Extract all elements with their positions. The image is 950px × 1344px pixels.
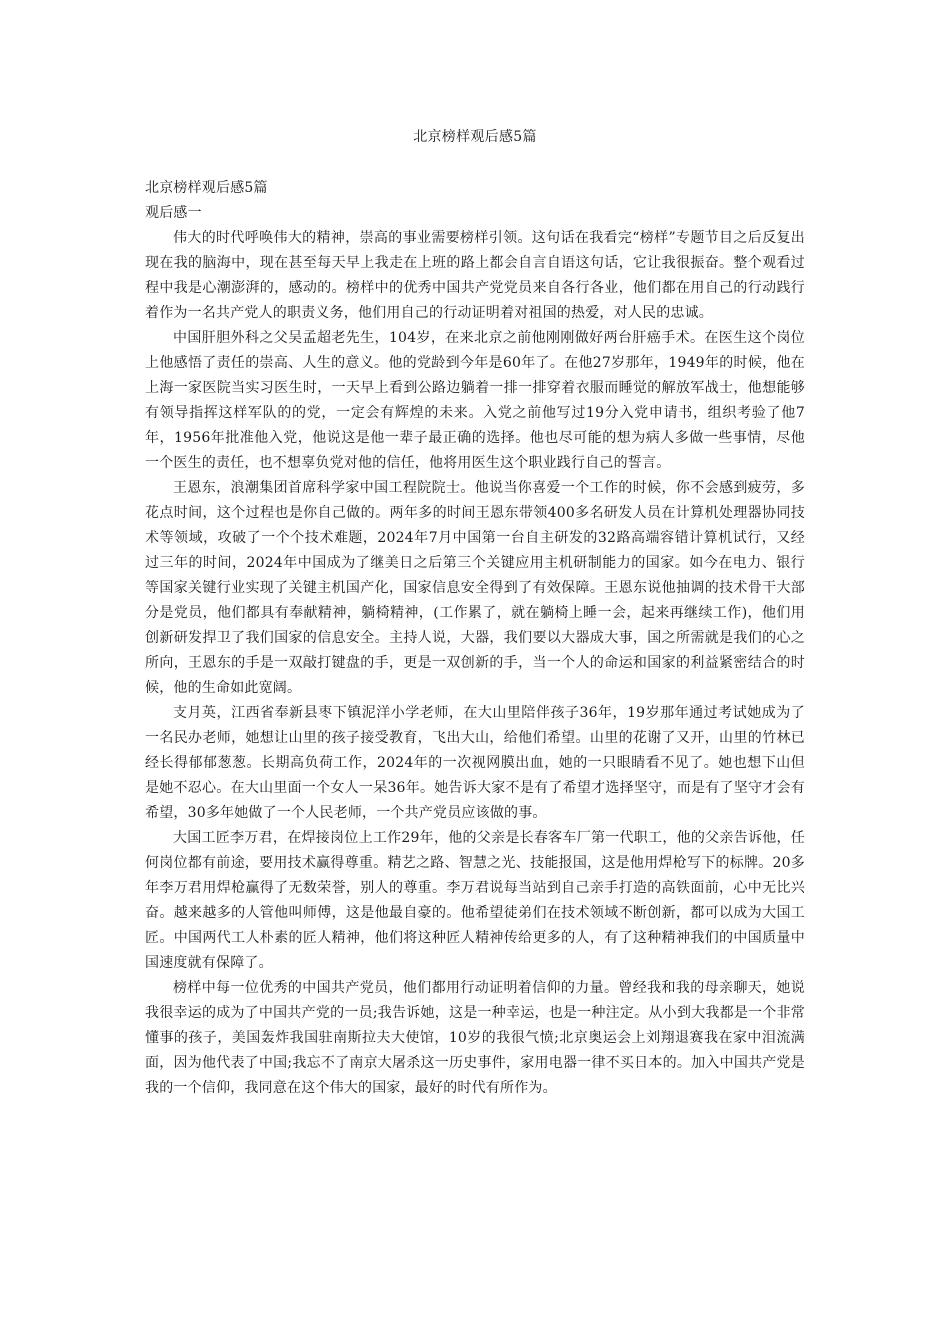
paragraph: 大国工匠李万君，在焊接岗位上工作29年，他的父亲是长春客车厂第一代职工，他的父亲告诉他，任何岗位都有前途，要用技术赢得尊重。精艺之路、智慧之光、技能报国，这是他用焊枪写下的标牌。20多年李万君用焊枪赢得了无数荣誉，别人的尊重。李万君说每当站到自己亲手打造的高铁面前，心中无比兴奋。越来越多的人管他叫师傅，这是他最自豪的。他希望徒弟们在技术领域不断创新，都可以成为大国工匠。中国两代工人朴素的匠人精神，他们将这种匠人精神传给更多的人，有了这种精神我们的中国质量中国速度就有保障了。 <box>145 830 805 971</box>
document-body <box>145 176 805 1101</box>
document-title: 北京榜样观后感5篇 <box>413 129 537 145</box>
paragraph: 支月英，江西省奉新县枣下镇泥洋小学老师，在大山里陪伴孩子36年，19岁那年通过考试她成为了一名民办老师，她想让山里的孩子接受教育，飞出大山，给他们希望。山里的花谢了又开，山里的竹林已经长得郁郁葱葱。长期高负荷工作，2024年的一次视网膜出血，她的一只眼睛看不见了。她也想下山但是她不忍心。在大山里面一个女人一呆36年。她告诉大家不是有了希望才选择坚守，而是有了坚守才会有希望，30多年她做了一个人民老师，一个共产党员应该做的事。 <box>145 705 805 821</box>
paragraph: 王恩东，浪潮集团首席科学家中国工程院院士。他说当你喜爱一个工作的时候，你不会感到疲劳，多花点时间，这个过程也是你自己做的。两年多的时间王恩东带领400多名研发人员在计算机处理器协同技术等领域，攻破了一个个技术难题，2024年7月中国第一台自主研发的32路高端容错计算机试行，又经过三年的时间，2024年中国成为了继美日之后第三个关键应用主机研制能力的国家。如今在电力、银行等国家关键行业实现了关键主机国产化，国家信息安全得到了有效保障。王恩东说他抽调的技术骨干大部分是党员，他们都具有奉献精神，躺椅精神，(工作累了，就在躺椅上睡一会，起来再继续工作)，他们用创新研发捍卫了我们国家的信息安全。主持人说，大器，我们要以大器成大事，国之所需就是我们的心之所向，王恩东的手是一双敲打键盘的手，更是一双创新的手，当一个人的命运和国家的利益紧密结合的时候，他的生命如此宽阔。 <box>145 480 805 696</box>
paragraph: 中国肝胆外科之父吴孟超老先生，104岁，在来北京之前他刚刚做好两台肝癌手术。在医生这个岗位上他感悟了责任的崇高、人生的意义。他的党龄到今年是60年了。在他27岁那年，1949年的时候，他在上海一家医院当实习医生时，一天早上看到公路边躺着一排一排穿着衣服而睡觉的解放军战士，他想能够有领导指挥这样军队的的党，一定会有辉煌的未来。入党之前他写过19分入党申请书，组织考验了他7年，1956年批准他入党，他说这是他一辈子最正确的选择。他也尽可能的想为病人多做一些事情，尽他一个医生的责任，也不想辜负党对他的信任，他将用医生这个职业践行自己的誓言。 <box>145 330 805 471</box>
paragraph: 伟大的时代呼唤伟大的精神，崇高的事业需要榜样引领。这句话在我看完“榜样”专题节目之后反复出现在我的脑海中，现在甚至每天早上我走在上班的路上都会自言自语这句话，它让我很振奋。整个观看过程中我是心潮澎湃的，感动的。榜样中的优秀中国共产党党员来自各行各业，他们都在用自己的行动践行着作为一名共产党人的职责义务，他们用自己的行动证明着对祖国的热爱，对人民的忠诚。 <box>145 230 805 321</box>
paragraph: 榜样中每一位优秀的中国共产党员，他们都用行动证明着信仰的力量。曾经我和我的母亲聊天，她说我很幸运的成为了中国共产党的一员;我告诉她，这是一种幸运，也是一种注定。从小到大我都是一个非常懂事的孩子，美国轰炸我国驻南斯拉夫大使馆，10岁的我很气愤;北京奥运会上刘翔退赛我在家中泪流满面，因为他代表了中国;我忘不了南京大屠杀这一历史事件，家用电器一律不买日本的。加入中国共产党是我的一个信仰，我同意在这个伟大的国家，最好的时代有所作为。 <box>145 980 805 1096</box>
document-subtitle: 北京榜样观后感5篇 <box>145 180 268 196</box>
section-heading: 观后感一 <box>145 205 202 221</box>
